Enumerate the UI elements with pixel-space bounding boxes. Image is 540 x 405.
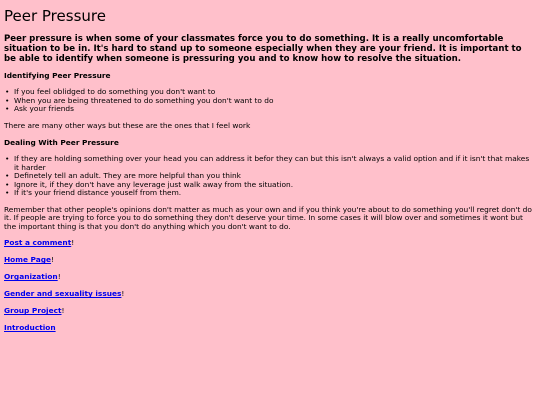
list-item: • If it's your friend distance youself from them.: [14, 189, 536, 198]
link-row: [4, 290, 536, 299]
link-row: [4, 324, 536, 333]
identifying-list: [4, 88, 536, 114]
dealing-heading: Dealing With Peer Pressure: [4, 137, 119, 147]
link-suffix: !: [61, 306, 65, 316]
link-row: [4, 239, 536, 248]
post-comment-link[interactable]: Post a comment: [4, 238, 72, 248]
list-item: • Ignore it, if they don't have any leverage just walk away from the situation.: [14, 181, 536, 190]
closing-paragraph: Remember that other people's opinions don't matter as much as your own and if you think you're about to do something you'll regret don't do it. If people are trying to force you to do something they don't deserve your time. In some cases it will blow over and sometimes it wont but the important thing is that you don't do anything which you don't want to do.: [4, 204, 532, 231]
list-item: • Ask your friends: [14, 105, 536, 114]
identifying-note: There are many other ways but these are the ones that I feel work: [4, 120, 251, 130]
link-suffix: !: [57, 272, 61, 282]
page-title: Peer Pressure: [4, 7, 106, 25]
home-page-link[interactable]: Home Page: [4, 255, 52, 265]
group-project-link[interactable]: Group Project: [4, 306, 62, 316]
link-row: [4, 273, 536, 282]
introduction-link[interactable]: Introduction: [4, 323, 56, 333]
link-suffix: !: [51, 255, 55, 265]
dealing-list: [4, 155, 536, 198]
gender-sexuality-link[interactable]: Gender and sexuality issues: [4, 289, 122, 299]
list-item: • If you feel oblidged to do something you don't want to: [14, 88, 536, 97]
list-item: • When you are being threatened to do something you don't want to do: [14, 97, 536, 106]
organization-link[interactable]: Organization: [4, 272, 58, 282]
link-row: [4, 256, 536, 265]
link-suffix: !: [121, 289, 125, 299]
link-list: [4, 239, 536, 333]
identifying-heading: Identifying Peer Pressure: [4, 70, 111, 80]
link-row: [4, 307, 536, 316]
list-item: • If they are holding something over your head you can address it befor they can but this isn't always a valid option and if it isn't that makes it harder: [14, 155, 536, 172]
link-suffix: !: [71, 238, 75, 248]
intro-paragraph: Peer pressure is when some of your classmates force you to do something. It is a really uncomfortable situation to be in. It's hard to stand up to someone especially when they are your friend. It is important to be able to identify when someone is pressuring you and to know how to resolve the situation.: [4, 33, 522, 64]
list-item: • Definetely tell an adult. They are more helpful than you think: [14, 172, 536, 181]
